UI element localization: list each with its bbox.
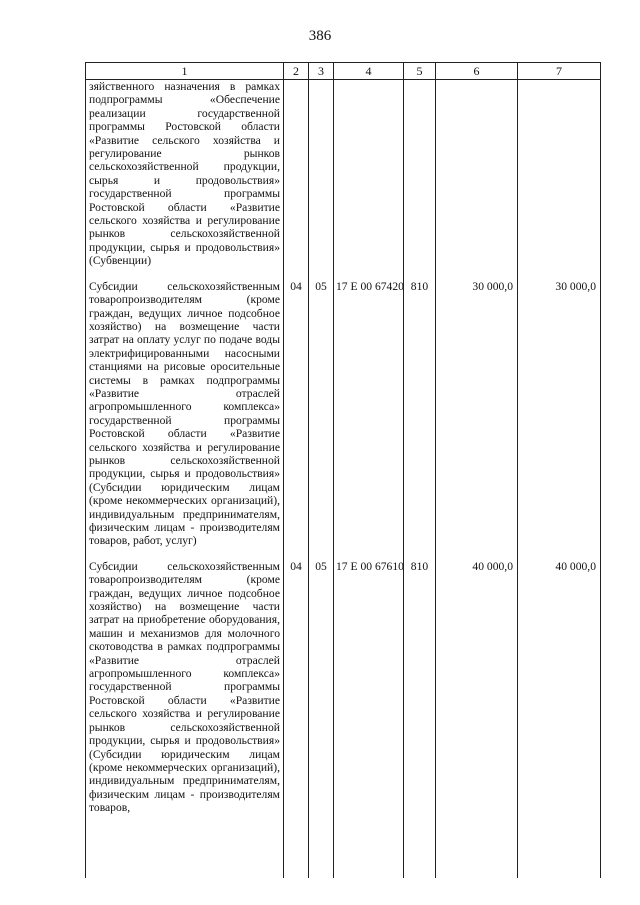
row-section-code <box>284 80 309 280</box>
table-row <box>86 560 601 878</box>
row-amount-2 <box>518 80 601 280</box>
row-amount-2: 30 000,0 <box>518 280 601 560</box>
row-target-article: 17 Е 00 67610 <box>334 560 404 878</box>
table-row <box>86 280 601 560</box>
row-subsection-code <box>309 80 334 280</box>
table-row <box>86 80 601 280</box>
row-expense-type <box>404 80 436 280</box>
column-header: 7 <box>518 63 601 80</box>
page-number: 386 <box>308 28 332 44</box>
row-amount-1: 40 000,0 <box>436 560 518 878</box>
row-section-code: 04 <box>284 560 309 878</box>
row-description: Субсидии сельскохозяйственным товаропроизводителям (кроме граждан, ведущих личное подсобное хозяйство) на возмещение части затрат на приобретение оборудования, машин и механизмов для молочного скотоводства в рамках подпрограммы «Развитие отраслей агропромышленного комплекса» государственной программы Ростовской области «Развитие сельского хозяйства и регулирование рынков сельскохозяйственной продукции, сырья и продовольствия» (Субсидии юридическим лицам (кроме некоммерческих организаций), индивидуальным предпринимателям, физическим лицам - производителям товаров, <box>86 560 284 878</box>
row-target-article <box>334 80 404 280</box>
column-header: 2 <box>284 63 309 80</box>
budget-table <box>85 62 601 878</box>
row-amount-2: 40 000,0 <box>518 560 601 878</box>
column-header: 6 <box>436 63 518 80</box>
row-expense-type: 810 <box>404 560 436 878</box>
column-header: 5 <box>404 63 436 80</box>
row-amount-1 <box>436 80 518 280</box>
column-header: 1 <box>86 63 284 80</box>
row-subsection-code: 05 <box>309 560 334 878</box>
row-description: зяйственного назначения в рамках подпрограммы «Обеспечение реализации государственной программы Ростовской области «Развитие сельского хозяйства и регулирование рынков сельскохозяйственной продукции, сырья и продовольствия» государственной программы Ростовской области «Развитие сельского хозяйства и регулирование рынков сельскохозяйственной продукции, сырья и продовольствия» (Субвенции) <box>86 80 284 280</box>
row-target-article: 17 Е 00 67420 <box>334 280 404 560</box>
row-subsection-code: 05 <box>309 280 334 560</box>
row-amount-1: 30 000,0 <box>436 280 518 560</box>
column-header: 4 <box>334 63 404 80</box>
row-expense-type: 810 <box>404 280 436 560</box>
row-description: Субсидии сельскохозяйственным товаропроизводителям (кроме граждан, ведущих личное подсобное хозяйство) на возмещение части затрат на оплату услуг по подаче воды электрифицированными насосными станциями на рисовые оросительные системы в рамках подпрограммы «Развитие отраслей агропромышленного комплекса» государственной программы Ростовской области «Развитие сельского хозяйства и регулирование рынков сельскохозяйственной продукции, сырья и продовольствия» (Субсидии юридическим лицам (кроме некоммерческих организаций), индивидуальным предпринимателям, физическим лицам - производителям товаров, работ, услуг) <box>86 280 284 560</box>
table-header-row <box>86 63 601 80</box>
row-section-code: 04 <box>284 280 309 560</box>
column-header: 3 <box>309 63 334 80</box>
